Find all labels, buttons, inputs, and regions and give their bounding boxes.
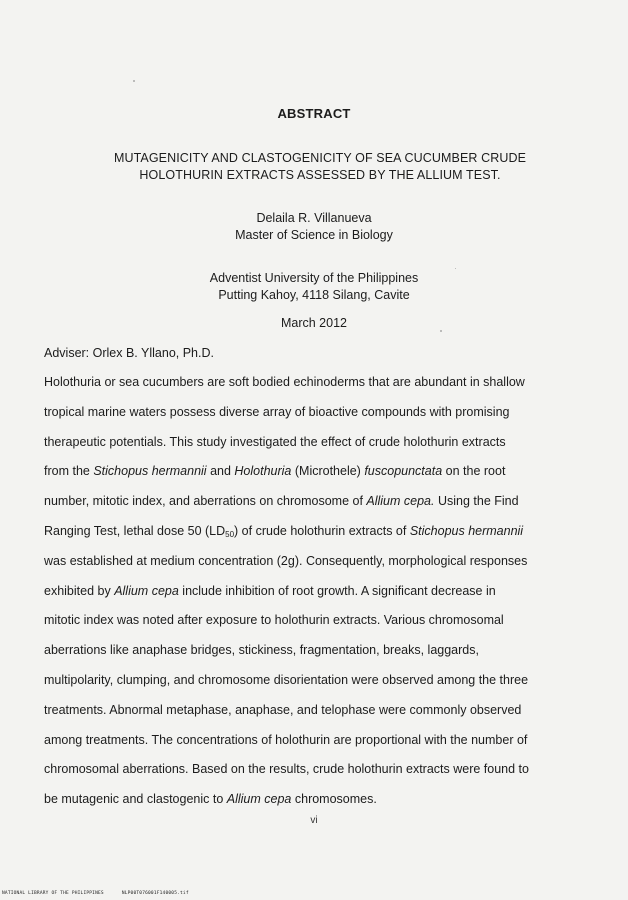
- species-name: Stichopus hermannii: [409, 523, 524, 538]
- body-line: therapeutic potentials. This study investigated the effect of crude holothurin extracts: [44, 434, 506, 449]
- subscript: 50: [225, 529, 235, 539]
- text-run: Using the Find: [434, 494, 519, 509]
- body-line: [44, 579, 580, 609]
- text-run: be mutagenic and clastogenic to: [44, 792, 227, 807]
- species-name: Holothuria: [234, 464, 292, 479]
- body-line: [44, 787, 580, 817]
- text-run: ) of crude holothurin extracts of: [234, 523, 410, 538]
- scan-speck: [133, 80, 135, 82]
- abstract-body: [44, 370, 580, 817]
- body-line: multipolarity, clumping, and chromosome disorientation were observed among the three: [44, 672, 529, 687]
- body-line: aberrations like anaphase bridges, stickiness, fragmentation, breaks, laggards,: [44, 643, 479, 658]
- text-run: from the: [44, 464, 94, 479]
- text-run: Ranging Test, lethal dose 50 (LD: [44, 523, 226, 538]
- institution-block: [0, 270, 628, 304]
- body-line: among treatments. The concentrations of holothurin are proportional with the number of: [44, 732, 528, 747]
- text-run: number, mitotic index, and aberrations on chromosome of: [44, 494, 367, 509]
- scan-footer: [2, 891, 207, 896]
- text-run: chromosomes.: [291, 792, 377, 807]
- body-line: mitotic index was noted after exposure to holothurin extracts. Various chromosomal: [44, 613, 504, 628]
- body-line: [44, 489, 580, 519]
- title-line-2: HOLOTHURIN EXTRACTS ASSESSED BY THE ALLIUM TEST.: [139, 168, 501, 182]
- body-line: tropical marine waters possess diverse array of bioactive compounds with promising: [44, 404, 510, 419]
- body-line: chromosomal aberrations. Based on the results, crude holothurin extracts were found to: [44, 762, 529, 777]
- text-run: include inhibition of root growth. A significant decrease in: [178, 583, 496, 598]
- adviser-line: Adviser: Orlex B. Yllano, Ph.D.: [44, 346, 214, 360]
- body-line: Holothuria or sea cucumbers are soft bodied echinoderms that are abundant in shallow: [44, 375, 525, 389]
- species-name: Allium cepa: [226, 792, 292, 807]
- author-degree: Master of Science in Biology: [235, 228, 393, 242]
- date-block: [0, 315, 628, 332]
- body-line: treatments. Abnormal metaphase, anaphase, and telophase were commonly observed: [44, 702, 522, 717]
- footer-library: NATIONAL LIBRARY OF THE PHILIPPINES: [2, 891, 104, 896]
- species-name: Stichopus hermannii: [93, 464, 207, 479]
- thesis-title: [60, 150, 580, 184]
- institution-address: Putting Kahoy, 4118 Silang, Cavite: [218, 288, 410, 302]
- species-name: Allium cepa.: [366, 494, 435, 509]
- abstract-heading: ABSTRACT: [277, 106, 351, 121]
- text-run: and: [206, 464, 235, 479]
- author-block: [0, 210, 628, 244]
- publication-date: March 2012: [280, 316, 347, 330]
- text-run: on the root: [442, 464, 506, 479]
- text-run: exhibited by: [44, 583, 115, 598]
- body-line: was established at medium concentration (2g). Consequently, morphological responses: [44, 553, 528, 568]
- institution-name: Adventist University of the Philippines: [209, 271, 419, 285]
- scan-speck: [455, 268, 456, 269]
- species-name: fuscopunctata: [364, 464, 443, 479]
- footer-code: NLP00T076001F140005.tif: [121, 891, 189, 896]
- body-line: [44, 519, 580, 549]
- page-number: vi: [310, 815, 318, 826]
- species-name: Allium cepa: [114, 583, 179, 598]
- body-line: [44, 459, 580, 489]
- author-name: Delaila R. Villanueva: [256, 211, 372, 225]
- text-run: (Microthele): [291, 464, 365, 479]
- title-line-1: MUTAGENICITY AND CLASTOGENICITY OF SEA CUCUMBER CRUDE: [113, 151, 527, 165]
